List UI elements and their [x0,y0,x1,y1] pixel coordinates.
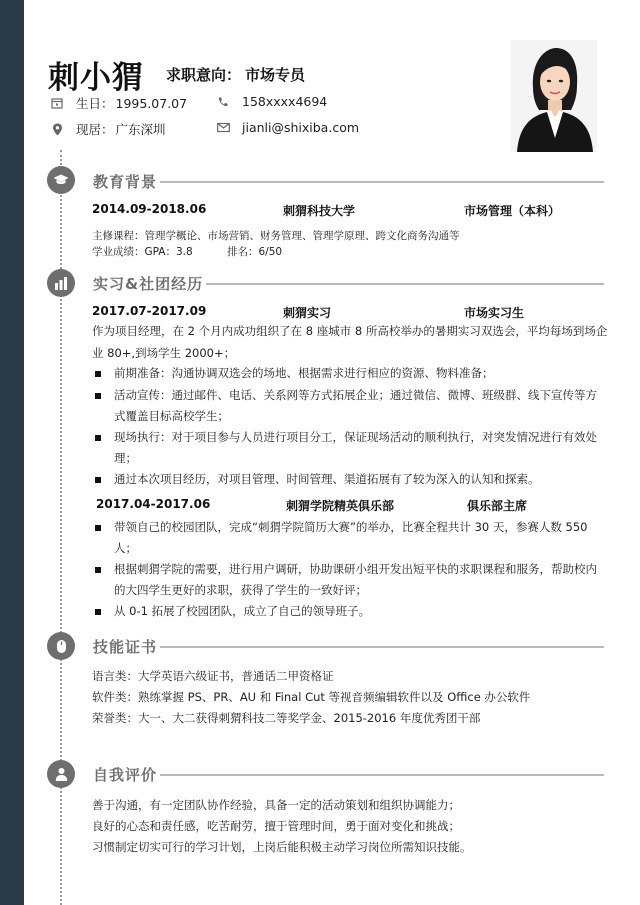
email-value: jianli@shixiba.com [242,120,360,135]
left-sidebar-bar [0,0,24,905]
job1-bullet3-line2: 理； [114,451,137,465]
job1-bullet4: 通过本次项目经历，对项目管理、时间管理、渠道拓展有了较为深入的认知和探索。 [114,472,540,486]
edu-period: 2014.09-2018.06 [92,202,207,216]
bullet-icon [95,371,101,377]
skills-title: 技能证书 [93,638,158,656]
self-eval-title: 自我评价 [93,766,158,784]
job1-bullet1: 前期准备：沟通协调双选会的场地、根据需求进行相应的资源、物料准备； [114,366,494,380]
job1-role: 市场实习生 [464,306,525,320]
edu-courses: 主修课程：管理学概论、市场营销、财务管理、管理学原理、跨文化商务沟通等 [92,230,460,242]
location-label: 现居： [76,122,114,137]
bullet-icon [95,477,101,483]
job2-bullet2-line2: 的大四学生更好的求职，获得了学生的一致好评； [114,583,367,597]
skills-language: 语言类：大学英语六级证书，普通话二甲资格证 [92,669,334,683]
job1-bullet2-line2: 式覆盖目标高校学生； [114,409,229,423]
bullet-icon [95,609,101,615]
job-intent-value: 市场专员 [245,66,306,84]
job1-intro-line2: 业 80+,到场学生 2000+； [92,346,236,360]
calendar-icon [48,97,66,109]
phone-row [214,94,327,109]
birthday-label: 生日： [76,96,114,111]
graduation-cap-icon [47,166,75,194]
bullet-icon [95,567,101,573]
experience-title: 实习&社团经历 [93,275,204,293]
edu-gpa: 学业成绩：GPA：3.8 [92,246,193,258]
bullet-icon [95,525,101,531]
self-eval-divider [160,774,604,776]
education-title: 教育背景 [93,173,158,191]
candidate-name: 刺小猬 [48,60,144,96]
birthday-value: 1995.07.07 [115,95,188,111]
bullet-icon [95,393,101,399]
phone-value: 158xxxx4694 [242,94,328,109]
timeline-dotted-line [60,150,62,905]
email-row [214,120,359,135]
job1-intro-line1: 作为项目经理，在 2 个月内成功组织了在 8 座城市 8 所高校举办的暑期实习双选会，平均每场到场企 [92,324,608,338]
profile-photo [511,40,597,152]
job2-org: 刺猬学院精英俱乐部 [286,499,395,513]
job2-bullet2-line1: 根据刺猬学院的需要，进行用户调研，协助课研小组开发出短平快的求职课程和服务，帮助校内 [114,562,597,576]
job2-bullet1-line2: 人； [114,541,137,555]
self-eval-line1: 善于沟通，有一定团队协作经验，具备一定的活动策划和组织协调能力； [92,798,460,812]
skills-software: 软件类：熟练掌握 PS、PR、AU 和 Final Cut 等视音频编辑软件以及 Office 办公软件 [92,690,531,704]
job-intent [166,64,305,85]
edu-rank: 排名：6/50 [227,246,283,258]
self-eval-line3: 习惯制定切实可行的学习计划，上岗后能积极主动学习岗位所需知识技能。 [92,840,472,854]
location-value: 广东深圳 [115,122,166,137]
skills-divider [160,646,604,648]
person-icon [47,760,75,788]
mail-icon [214,122,232,133]
edu-school: 刺猬科技大学 [283,204,356,218]
bullet-icon [95,435,101,441]
experience-divider [206,283,604,285]
job1-org: 刺猬实习 [283,306,332,320]
phone-icon [214,96,232,108]
job2-bullet3: 从 0-1 拓展了校园团队，成立了自己的领导班子。 [114,604,371,618]
job1-bullet2-line1: 活动宣传：通过邮件、电话、关系网等方式拓展企业；通过微信、微博、班级群、线下宣传等方 [114,388,597,402]
education-divider [160,181,604,183]
job-intent-label: 求职意向： [166,66,242,84]
job1-period: 2017.07-2017.09 [92,304,207,318]
mouse-icon [47,632,75,660]
location-pin-icon [48,123,66,136]
edu-major: 市场管理（本科） [464,204,561,218]
location-row [48,120,166,138]
job1-bullet3-line1: 现场执行：对于项目参与人员进行项目分工，保证现场活动的顺利执行，对突发情况进行有效处 [114,430,597,444]
bar-chart-icon [47,269,75,297]
birthday-row [48,94,187,112]
job2-period: 2017.04-2017.06 [96,497,211,511]
self-eval-line2: 良好的心态和责任感，吃苦耐劳，擅于管理时间，勇于面对变化和挑战； [92,819,460,833]
job2-bullet1-line1: 带领自己的校园团队，完成“刺猬学院简历大赛”的举办，比赛全程共计 30 天，参赛人数 550 [114,520,588,534]
job2-role: 俱乐部主席 [467,499,528,513]
skills-honor: 荣誉类：大一、大二获得刺猬科技二等奖学金、2015-2016 年度优秀团干部 [92,711,481,725]
